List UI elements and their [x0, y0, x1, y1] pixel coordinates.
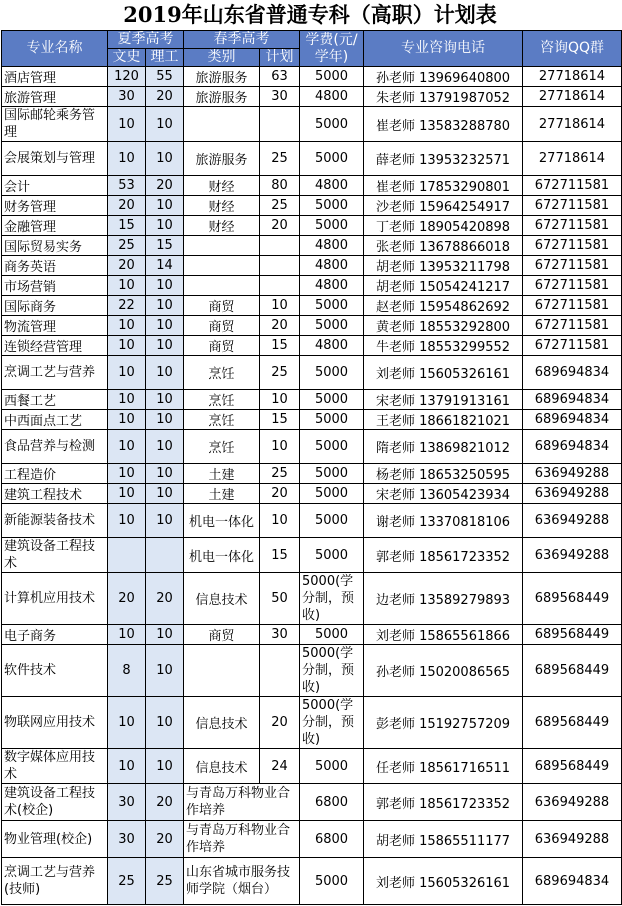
- qq-cell: 672711581: [523, 336, 622, 356]
- ligong-cell: 10: [146, 464, 184, 484]
- qq-cell: 672711581: [523, 276, 622, 296]
- phone-cell: 郭老师 18561723352: [364, 538, 523, 573]
- fee-cell: 4800: [300, 336, 364, 356]
- ligong-cell: [146, 538, 184, 573]
- plan-cell: [260, 645, 300, 697]
- wenshi-cell: 22: [108, 296, 146, 316]
- qq-cell: 689694834: [523, 430, 622, 464]
- ligong-cell: 10: [146, 276, 184, 296]
- wenshi-cell: 20: [108, 196, 146, 216]
- fee-cell: 6800: [300, 784, 364, 821]
- plan-cell: 10: [260, 390, 300, 410]
- table-row: [2, 142, 622, 176]
- table-row: [2, 390, 622, 410]
- table-row: [2, 296, 622, 316]
- ligong-cell: 10: [146, 216, 184, 236]
- plan-cell: [260, 276, 300, 296]
- phone-cell: 边老师 13589279893: [364, 573, 523, 625]
- wenshi-cell: 15: [108, 216, 146, 236]
- wenshi-cell: 10: [108, 625, 146, 645]
- qq-cell: 672711581: [523, 176, 622, 196]
- table-row: [2, 276, 622, 296]
- fee-cell: 5000(学分制，预收): [300, 697, 364, 749]
- major-cell: 工程造价: [2, 464, 108, 484]
- wenshi-cell: 120: [108, 67, 146, 87]
- ligong-cell: 20: [146, 573, 184, 625]
- wenshi-cell: 10: [108, 749, 146, 784]
- major-cell: 烹调工艺与营养: [2, 356, 108, 390]
- major-cell: 建筑工程技术: [2, 484, 108, 504]
- qq-cell: 689568449: [523, 573, 622, 625]
- ligong-cell: 10: [146, 390, 184, 410]
- phone-cell: 黄老师 18553292800: [364, 316, 523, 336]
- category-cell: [184, 256, 260, 276]
- category-cell: 旅游服务: [184, 67, 260, 87]
- table-row: [2, 484, 622, 504]
- qq-cell: 636949288: [523, 538, 622, 573]
- major-cell: 软件技术: [2, 645, 108, 697]
- header-wenshi: 文史: [108, 49, 146, 67]
- ligong-cell: 10: [146, 749, 184, 784]
- wenshi-cell: 10: [108, 316, 146, 336]
- phone-cell: 张老师 13678866018: [364, 236, 523, 256]
- phone-cell: 孙老师 13969640800: [364, 67, 523, 87]
- plan-cell: 10: [260, 296, 300, 316]
- major-cell: 烹调工艺与营养(技师): [2, 858, 108, 905]
- qq-cell: 636949288: [523, 821, 622, 858]
- major-cell: 电子商务: [2, 625, 108, 645]
- fee-cell: 5000: [300, 296, 364, 316]
- plan-cell: [260, 107, 300, 142]
- table-row: [2, 356, 622, 390]
- qq-cell: 636949288: [523, 504, 622, 538]
- phone-cell: 牛老师 18553299552: [364, 336, 523, 356]
- table-row: [2, 316, 622, 336]
- fee-cell: 4800: [300, 256, 364, 276]
- phone-cell: 谢老师 13370818106: [364, 504, 523, 538]
- wenshi-cell: 10: [108, 142, 146, 176]
- category-cell: 土建: [184, 464, 260, 484]
- plan-cell: 25: [260, 196, 300, 216]
- wenshi-cell: 10: [108, 390, 146, 410]
- plan-cell: 10: [260, 430, 300, 464]
- fee-cell: 4800: [300, 276, 364, 296]
- major-cell: 会计: [2, 176, 108, 196]
- category-cell: 烹饪: [184, 430, 260, 464]
- ligong-cell: 20: [146, 176, 184, 196]
- ligong-cell: 55: [146, 67, 184, 87]
- major-cell: 中西面点工艺: [2, 410, 108, 430]
- qq-cell: 27718614: [523, 107, 622, 142]
- category-cell: 机电一体化: [184, 538, 260, 573]
- major-cell: 计算机应用技术: [2, 573, 108, 625]
- fee-cell: 5000: [300, 858, 364, 905]
- ligong-cell: 10: [146, 356, 184, 390]
- fee-cell: 5000: [300, 538, 364, 573]
- phone-cell: 胡老师 15054241217: [364, 276, 523, 296]
- phone-cell: 宋老师 13791913161: [364, 390, 523, 410]
- table-row: [2, 625, 622, 645]
- qq-cell: 689694834: [523, 390, 622, 410]
- major-cell: 新能源装备技术: [2, 504, 108, 538]
- fee-cell: 5000: [300, 625, 364, 645]
- category-cell: 信息技术: [184, 749, 260, 784]
- phone-cell: 沙老师 15964254917: [364, 196, 523, 216]
- plan-cell: 15: [260, 410, 300, 430]
- table-row: [2, 410, 622, 430]
- category-cell: [184, 107, 260, 142]
- phone-cell: 赵老师 15954862692: [364, 296, 523, 316]
- fee-cell: 6800: [300, 821, 364, 858]
- major-cell: 数字媒体应用技术: [2, 749, 108, 784]
- wenshi-cell: 53: [108, 176, 146, 196]
- plan-cell: 25: [260, 356, 300, 390]
- phone-cell: 郭老师 18561723352: [364, 784, 523, 821]
- qq-cell: 689568449: [523, 749, 622, 784]
- wenshi-cell: 8: [108, 645, 146, 697]
- fee-cell: 4800: [300, 176, 364, 196]
- table-row: [2, 858, 622, 905]
- phone-cell: 胡老师 15865511177: [364, 821, 523, 858]
- wenshi-cell: 20: [108, 256, 146, 276]
- qq-cell: 636949288: [523, 464, 622, 484]
- category-cell: 烹饪: [184, 390, 260, 410]
- major-cell: 建筑设备工程技术: [2, 538, 108, 573]
- wenshi-cell: 10: [108, 430, 146, 464]
- plan-cell: 30: [260, 87, 300, 107]
- ligong-cell: 20: [146, 784, 184, 821]
- table-row: [2, 176, 622, 196]
- ligong-cell: 10: [146, 336, 184, 356]
- table-row: [2, 236, 622, 256]
- phone-cell: 胡老师 13953211798: [364, 256, 523, 276]
- major-cell: 国际贸易实务: [2, 236, 108, 256]
- header-summer: 夏季高考: [108, 31, 184, 49]
- qq-cell: 689694834: [523, 858, 622, 905]
- category-cell: 财经: [184, 176, 260, 196]
- header-qq: 咨询QQ群: [523, 31, 622, 67]
- qq-cell: 27718614: [523, 67, 622, 87]
- major-cell: 旅游管理: [2, 87, 108, 107]
- table-row: [2, 256, 622, 276]
- qq-cell: 636949288: [523, 784, 622, 821]
- plan-cell: 25: [260, 142, 300, 176]
- qq-cell: 672711581: [523, 256, 622, 276]
- category-cell: [184, 276, 260, 296]
- fee-cell: 5000: [300, 356, 364, 390]
- phone-cell: 杨老师 18653250595: [364, 464, 523, 484]
- ligong-cell: 25: [146, 858, 184, 905]
- wenshi-cell: 10: [108, 107, 146, 142]
- wenshi-cell: 20: [108, 573, 146, 625]
- header-plan: 计划: [260, 49, 300, 67]
- qq-cell: 689568449: [523, 645, 622, 697]
- qq-cell: 689568449: [523, 625, 622, 645]
- qq-cell: 689694834: [523, 356, 622, 390]
- table-row: [2, 749, 622, 784]
- fee-cell: 5000: [300, 430, 364, 464]
- fee-cell: 5000: [300, 410, 364, 430]
- table-row: [2, 821, 622, 858]
- ligong-cell: 10: [146, 504, 184, 538]
- major-cell: 西餐工艺: [2, 390, 108, 410]
- wenshi-cell: 30: [108, 821, 146, 858]
- wenshi-cell: 25: [108, 236, 146, 256]
- plan-cell: 20: [260, 697, 300, 749]
- ligong-cell: 15: [146, 236, 184, 256]
- header-spring: 春季高考: [184, 31, 300, 49]
- ligong-cell: 20: [146, 821, 184, 858]
- category-cell: [184, 236, 260, 256]
- plan-cell: 63: [260, 67, 300, 87]
- category-cell: 山东省城市服务技师学院（烟台）: [184, 858, 300, 905]
- major-cell: 商务英语: [2, 256, 108, 276]
- major-cell: 金融管理: [2, 216, 108, 236]
- wenshi-cell: [108, 538, 146, 573]
- header-ligong: 理工: [146, 49, 184, 67]
- phone-cell: 彭老师 15192757209: [364, 697, 523, 749]
- phone-cell: 宋老师 13605423934: [364, 484, 523, 504]
- ligong-cell: 10: [146, 296, 184, 316]
- category-cell: 烹饪: [184, 410, 260, 430]
- phone-cell: 丁老师 18905420898: [364, 216, 523, 236]
- qq-cell: 27718614: [523, 142, 622, 176]
- ligong-cell: 20: [146, 87, 184, 107]
- category-cell: 商贸: [184, 625, 260, 645]
- major-cell: 财务管理: [2, 196, 108, 216]
- phone-cell: 刘老师 15605326161: [364, 858, 523, 905]
- qq-cell: 27718614: [523, 87, 622, 107]
- major-cell: 物联网应用技术: [2, 697, 108, 749]
- fee-cell: 5000(学分制，预收): [300, 645, 364, 697]
- ligong-cell: 10: [146, 196, 184, 216]
- qq-cell: 672711581: [523, 316, 622, 336]
- table-row: [2, 538, 622, 573]
- page-title: 2019年山东省普通专科（高职）计划表: [123, 2, 497, 27]
- table-row: [2, 504, 622, 538]
- table-row: [2, 464, 622, 484]
- fee-cell: 5000: [300, 316, 364, 336]
- wenshi-cell: 10: [108, 504, 146, 538]
- table-row: [2, 216, 622, 236]
- phone-cell: 崔老师 17853290801: [364, 176, 523, 196]
- ligong-cell: 10: [146, 316, 184, 336]
- category-cell: 商贸: [184, 336, 260, 356]
- ligong-cell: 14: [146, 256, 184, 276]
- category-cell: 旅游服务: [184, 87, 260, 107]
- header-fee: 学费(元/学年): [300, 31, 364, 67]
- wenshi-cell: 10: [108, 356, 146, 390]
- phone-cell: 孙老师 15020086565: [364, 645, 523, 697]
- phone-cell: 隋老师 13869821012: [364, 430, 523, 464]
- qq-cell: 689694834: [523, 410, 622, 430]
- fee-cell: 5000: [300, 390, 364, 410]
- category-cell: 财经: [184, 196, 260, 216]
- category-cell: 旅游服务: [184, 142, 260, 176]
- fee-cell: 5000: [300, 196, 364, 216]
- qq-cell: 672711581: [523, 236, 622, 256]
- plan-cell: 20: [260, 316, 300, 336]
- category-cell: 商贸: [184, 316, 260, 336]
- fee-cell: 5000: [300, 464, 364, 484]
- plan-cell: 50: [260, 573, 300, 625]
- ligong-cell: 10: [146, 484, 184, 504]
- wenshi-cell: 10: [108, 697, 146, 749]
- wenshi-cell: 10: [108, 276, 146, 296]
- category-cell: 机电一体化: [184, 504, 260, 538]
- category-cell: 财经: [184, 216, 260, 236]
- ligong-cell: 10: [146, 142, 184, 176]
- phone-cell: 朱老师 13791987052: [364, 87, 523, 107]
- table-row: [2, 196, 622, 216]
- phone-cell: 薛老师 13953232571: [364, 142, 523, 176]
- qq-cell: 672711581: [523, 196, 622, 216]
- phone-cell: 任老师 18561716511: [364, 749, 523, 784]
- fee-cell: 4800: [300, 87, 364, 107]
- plan-cell: [260, 236, 300, 256]
- ligong-cell: 10: [146, 645, 184, 697]
- ligong-cell: 10: [146, 107, 184, 142]
- header-major: 专业名称: [2, 31, 108, 67]
- wenshi-cell: 10: [108, 464, 146, 484]
- header-category: 类别: [184, 49, 260, 67]
- ligong-cell: 10: [146, 625, 184, 645]
- ligong-cell: 10: [146, 410, 184, 430]
- category-cell: 土建: [184, 484, 260, 504]
- wenshi-cell: 30: [108, 784, 146, 821]
- plan-cell: 15: [260, 336, 300, 356]
- table-row: [2, 87, 622, 107]
- table-row: [2, 645, 622, 697]
- table-row: [2, 336, 622, 356]
- plan-cell: 24: [260, 749, 300, 784]
- phone-cell: 刘老师 15605326161: [364, 356, 523, 390]
- table-row: [2, 67, 622, 87]
- fee-cell: 5000: [300, 216, 364, 236]
- plan-cell: 10: [260, 504, 300, 538]
- major-cell: 连锁经营管理: [2, 336, 108, 356]
- category-cell: 商贸: [184, 296, 260, 316]
- plan-cell: 80: [260, 176, 300, 196]
- major-cell: 食品营养与检测: [2, 430, 108, 464]
- plan-cell: 20: [260, 484, 300, 504]
- fee-cell: 5000: [300, 142, 364, 176]
- category-cell: 信息技术: [184, 573, 260, 625]
- major-cell: 建筑设备工程技术(校企): [2, 784, 108, 821]
- category-cell: [184, 645, 260, 697]
- plan-cell: 30: [260, 625, 300, 645]
- major-cell: 酒店管理: [2, 67, 108, 87]
- qq-cell: 689568449: [523, 697, 622, 749]
- major-cell: 国际邮轮乘务管理: [2, 107, 108, 142]
- plan-cell: 25: [260, 464, 300, 484]
- qq-cell: 672711581: [523, 296, 622, 316]
- phone-cell: 王老师 18661821021: [364, 410, 523, 430]
- major-cell: 市场营销: [2, 276, 108, 296]
- table-row: [2, 430, 622, 464]
- plan-cell: [260, 256, 300, 276]
- phone-cell: 崔老师 13583288780: [364, 107, 523, 142]
- ligong-cell: 10: [146, 697, 184, 749]
- major-cell: 国际商务: [2, 296, 108, 316]
- wenshi-cell: 30: [108, 87, 146, 107]
- phone-cell: 刘老师 15865561866: [364, 625, 523, 645]
- category-cell: 信息技术: [184, 697, 260, 749]
- plan-cell: 20: [260, 216, 300, 236]
- major-cell: 物流管理: [2, 316, 108, 336]
- category-cell: 与青岛万科物业合作培养: [184, 784, 300, 821]
- fee-cell: 4800: [300, 236, 364, 256]
- fee-cell: 5000: [300, 484, 364, 504]
- ligong-cell: 10: [146, 430, 184, 464]
- major-cell: 物业管理(校企): [2, 821, 108, 858]
- table-row: [2, 573, 622, 625]
- wenshi-cell: 10: [108, 484, 146, 504]
- qq-cell: 636949288: [523, 484, 622, 504]
- category-cell: 与青岛万科物业合作培养: [184, 821, 300, 858]
- category-cell: 烹饪: [184, 356, 260, 390]
- major-cell: 会展策划与管理: [2, 142, 108, 176]
- fee-cell: 5000: [300, 107, 364, 142]
- header-phone: 专业咨询电话: [364, 31, 523, 67]
- plan-table: [1, 30, 622, 905]
- wenshi-cell: 10: [108, 410, 146, 430]
- wenshi-cell: 10: [108, 336, 146, 356]
- fee-cell: 5000: [300, 67, 364, 87]
- qq-cell: 672711581: [523, 216, 622, 236]
- table-row: [2, 784, 622, 821]
- table-row: [2, 107, 622, 142]
- table-row: [2, 697, 622, 749]
- fee-cell: 5000: [300, 749, 364, 784]
- wenshi-cell: 25: [108, 858, 146, 905]
- fee-cell: 5000: [300, 504, 364, 538]
- fee-cell: 5000(学分制，预收): [300, 573, 364, 625]
- plan-cell: 15: [260, 538, 300, 573]
